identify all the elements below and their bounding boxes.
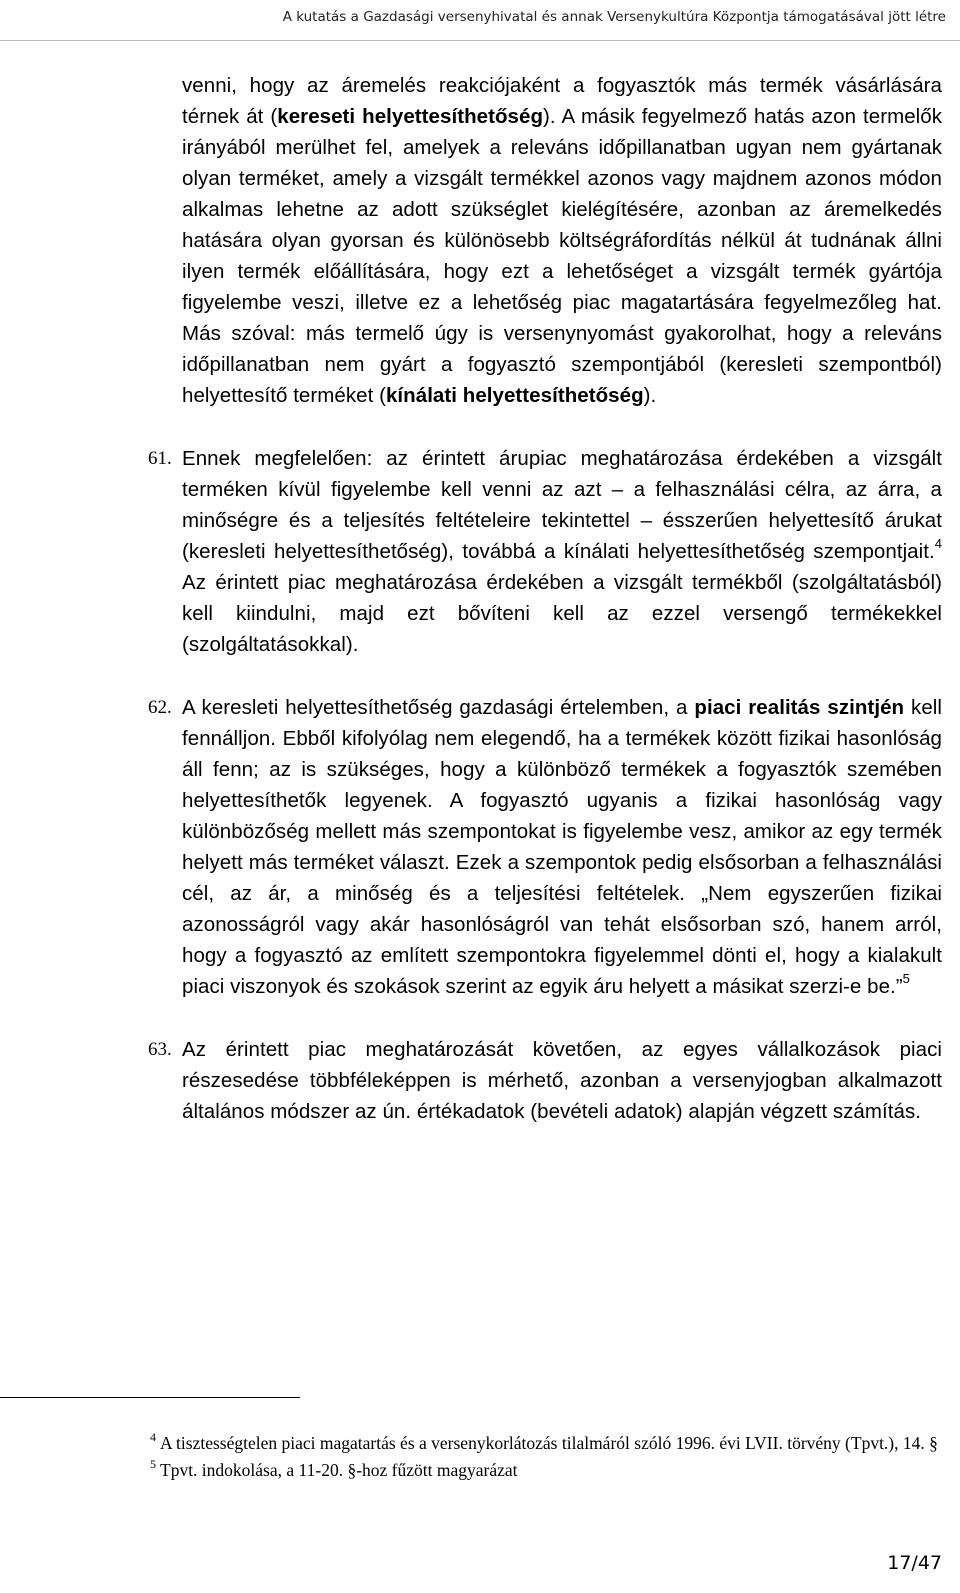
header-text: A kutatás a Gazdasági versenyhivatal és annak Versenykultúra Központja támogatásával jött létre [282, 9, 946, 25]
footnote-reference[interactable]: 5 [902, 971, 910, 986]
document-body [0, 70, 960, 1127]
footnote-number: 5 [150, 1457, 156, 1471]
paragraph-63 [148, 1034, 942, 1127]
footnote-4 [150, 1430, 945, 1457]
text-span: A keresleti helyettesíthetőség gazdasági értelemben, a [182, 696, 695, 719]
footnote-5 [150, 1457, 945, 1484]
paragraph-continued [182, 70, 942, 411]
paragraph-61 [148, 443, 942, 660]
paragraph-number: 61. [148, 448, 172, 469]
text-span: kell fennálljon. Ebből kifolyólag nem elegendő, ha a termékek között fizikai hasonlóság áll fenn; az is szükséges, hogy a különböző termékek a fogyasztók szemében helyettesíthetők legyenek. A fogyasztó ugyanis a fizikai hasonlóság vagy különbözőség mellett más szempontokat is figyelembe vesz, amikor az egy termék helyett más terméket választ. Ezek a szempontok pedig elsősorban a felhasználási cél, az ár, a minőség és a teljesítési feltételek. „Nem egyszerűen fizikai azonosságról vagy akár hasonlóságról van tehát elsősorban szó, hanem arról, hogy a fogyasztó az említett szempontokra figyelemmel dönti el, hogy a kialakult piaci viszonyok és szokások szerint az egyik áru helyett a másikat szerzi-e be.” [182, 696, 942, 998]
paragraph-text [182, 692, 942, 1002]
text-span: venni, hogy az áremelés reakciójaként a fogyasztók más termék vásárlására térnek át ( [182, 74, 942, 128]
text-span: ). [643, 384, 657, 407]
footnote-separator [0, 1397, 300, 1398]
bold-term: kereseti helyettesíthetőség [277, 105, 544, 128]
text-span: Ennek megfelelően: az érintett árupiac meghatározása érdekében a vizsgált terméken kívül figyelembe kell venni az azt – a felhasználási célra, az árra, a minőségre és a teljesítés feltételeire tekintettel – ésszerűen helyettesítő árukat (keresleti helyettesíthetőség), továbbá a kínálati helyettesíthetőség szempontjait. [182, 447, 942, 563]
page-number: 17/47 [887, 1552, 942, 1574]
text-span: ). A másik fegyelmező hatás azon termelők irányából merülhet fel, amelyek a releváns időpillanatban ugyan nem gyártanak olyan terméket, amely a vizsgált termékkel azonos vagy majdnem azonos módon alkalmas lehetne az adott szükséglet kielégítésére, azonban az áremelkedés hatására olyan gyorsan és különösebb költségráfordítás nélkül át tudnának állni ilyen termék előállítására, hogy ezt a lehetőséget a vizsgált termék gyártója figyelembe veszi, illetve ez a lehetőség piac magatartására fegyelmezőleg hat. Más szóval: más termelő úgy is versenynyomást gyakorolhat, hogy a releváns időpillanatban nem gyárt a fogyasztó szempontjából (keresleti szempontból) helyettesítő terméket ( [182, 105, 943, 407]
paragraph-text [182, 1034, 942, 1127]
footnote-number: 4 [150, 1430, 156, 1444]
paragraph-number: 62. [148, 697, 172, 718]
text-span: Az érintett piac meghatározása érdekében a vizsgált termékből (szolgáltatásból) kell kiindulni, majd ezt bővíteni kell az ezzel versengő termékekkel (szolgáltatásokkal). [182, 571, 942, 656]
paragraph-62 [148, 692, 942, 1002]
paragraph-text [182, 443, 942, 660]
footnotes [150, 1430, 945, 1484]
footnote-text: Tpvt. indokolása, a 11-20. §-hoz fűzött magyarázat [160, 1460, 518, 1480]
bold-term: kínálati helyettesíthetőség [385, 384, 644, 407]
bold-term: piaci realitás szintjén [694, 696, 905, 719]
footnote-reference[interactable]: 4 [934, 536, 942, 551]
paragraph-number: 63. [148, 1039, 172, 1060]
text-span: Az érintett piac meghatározását követően, az egyes vállalkozások piaci részesedése többféleképpen is mérhető, azonban a versenyjogban alkalmazott általános módszer az ún. értékadatok (bevételi adatok) alapján végzett számítás. [182, 1038, 942, 1123]
footnote-text: A tisztességtelen piaci magatartás és a versenykorlátozás tilalmáról szóló 1996. évi LVII. törvény (Tpvt.), 14. § [160, 1433, 938, 1453]
page-header [0, 0, 960, 41]
